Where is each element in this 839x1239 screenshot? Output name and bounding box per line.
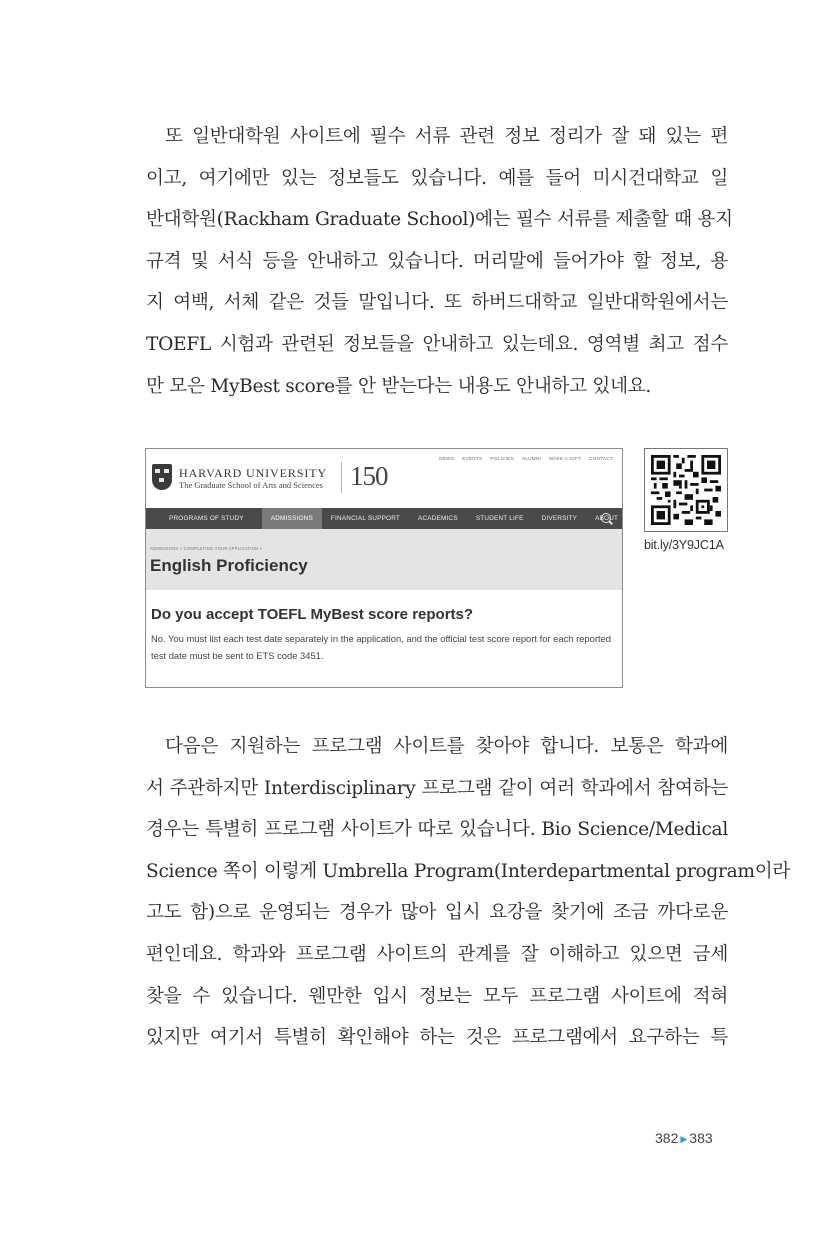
faq-question: Do you accept TOEFL MyBest score reports? — [151, 606, 474, 623]
qr-code — [644, 448, 728, 532]
search-icon[interactable] — [601, 513, 611, 523]
text-line: 경우는 특별히 프로그램 사이트가 따로 있습니다. Bio Science/Medical — [146, 819, 728, 841]
text-line: 있지만 여기서 특별히 확인해야 하는 것은 프로그램에서 요구하는 특 — [146, 1027, 728, 1049]
text-line: 편인데요. 학과와 프로그램 사이트의 관계를 잘 이해하고 있으면 금세 — [146, 943, 728, 965]
text-line: 규격 및 서식 등을 안내하고 있습니다. 머리말에 들어가야 할 정보, 용 — [146, 250, 728, 272]
text-line: Science 쪽이 이렇게 Umbrella Program(Interdepartmental program이라 — [146, 860, 791, 882]
text-line: 고도 함)으로 운영되는 경우가 많아 입시 요강을 찾기에 조금 까다로운 — [146, 902, 728, 924]
nav-financial-support[interactable]: FINANCIAL SUPPORT — [330, 515, 401, 522]
university-name: HARVARD UNIVERSITY — [179, 466, 328, 480]
text-line: 이고, 여기에만 있는 정보들도 있습니다. 예를 들어 미시건대학교 일 — [146, 167, 728, 189]
page-number-right: 383 — [689, 1130, 713, 1146]
harvard-shield-icon — [152, 464, 172, 490]
utility-link-alumni[interactable]: ALUMNI — [521, 456, 542, 461]
utility-links — [439, 456, 613, 461]
anniversary-logo: 150 — [350, 461, 388, 491]
text-line: 서 주관하지만 Interdisciplinary 프로그램 같이 여러 학과에서 참여하는 — [146, 777, 728, 799]
text-line: 지 여백, 서체 같은 것들 말입니다. 또 하버드대학교 일반대학원에서는 — [146, 292, 728, 314]
nav-about[interactable]: ABOUT — [595, 515, 619, 522]
faq-answer: No. You must list each test date separately in the application, and the official test score report for each reported test date must be sent to ETS code 3451. — [151, 633, 611, 661]
qr-code-icon — [651, 455, 721, 525]
utility-link-policies[interactable]: POLICIES — [490, 456, 514, 461]
text-line: 만 모은 MyBest score를 안 받는다는 내용도 안내하고 있네요. — [146, 375, 652, 397]
utility-link-make-a-gift[interactable]: MAKE A GIFT — [549, 456, 582, 461]
main-nav — [146, 508, 622, 529]
page-title: English Proficiency — [150, 556, 308, 575]
school-name: The Graduate School of Arts and Sciences — [179, 480, 323, 490]
header-divider — [341, 462, 342, 493]
arrow-right-icon: ▶ — [680, 1134, 688, 1144]
text-line: 찾을 수 있습니다. 웬만한 입시 정보는 모두 프로그램 사이트에 적혀 — [146, 985, 728, 1007]
nav-programs-of-study[interactable]: PROGRAMS OF STUDY — [169, 515, 244, 522]
body-paragraph-1 — [146, 116, 733, 407]
text-line: 다음은 지원하는 프로그램 사이트를 찾아야 합니다. 보통은 학과에 — [165, 736, 728, 757]
utility-link-news[interactable]: NEWS — [439, 456, 455, 461]
qr-short-url[interactable]: bit.ly/3Y9JC1A — [644, 538, 724, 552]
nav-academics[interactable]: ACADEMICS — [418, 515, 458, 522]
utility-link-events[interactable]: EVENTS — [462, 456, 483, 461]
text-line: 또 일반대학원 사이트에 필수 서류 관련 정보 정리가 잘 돼 있는 편 — [165, 126, 728, 147]
page-numbers — [655, 1130, 713, 1146]
page-number-left: 382 — [655, 1130, 679, 1146]
body-paragraph-2 — [146, 726, 791, 1059]
breadcrumb: ADMISSIONS > COMPLETING YOUR APPLICATION > — [150, 546, 263, 551]
nav-diversity[interactable]: DIVERSITY — [541, 515, 578, 522]
nav-student-life[interactable]: STUDENT LIFE — [475, 515, 524, 522]
nav-admissions[interactable]: ADMISSIONS — [262, 508, 322, 529]
site-header — [146, 449, 622, 508]
harvard-gsas-screenshot — [145, 448, 623, 688]
text-line: TOEFL 시험과 관련된 정보들을 안내하고 있는데요. 영역별 최고 점수 — [146, 333, 728, 355]
utility-link-contact[interactable]: CONTACT — [589, 456, 613, 461]
text-line: 반대학원(Rackham Graduate School)에는 필수 서류를 제출할 때 용지 — [146, 209, 733, 231]
